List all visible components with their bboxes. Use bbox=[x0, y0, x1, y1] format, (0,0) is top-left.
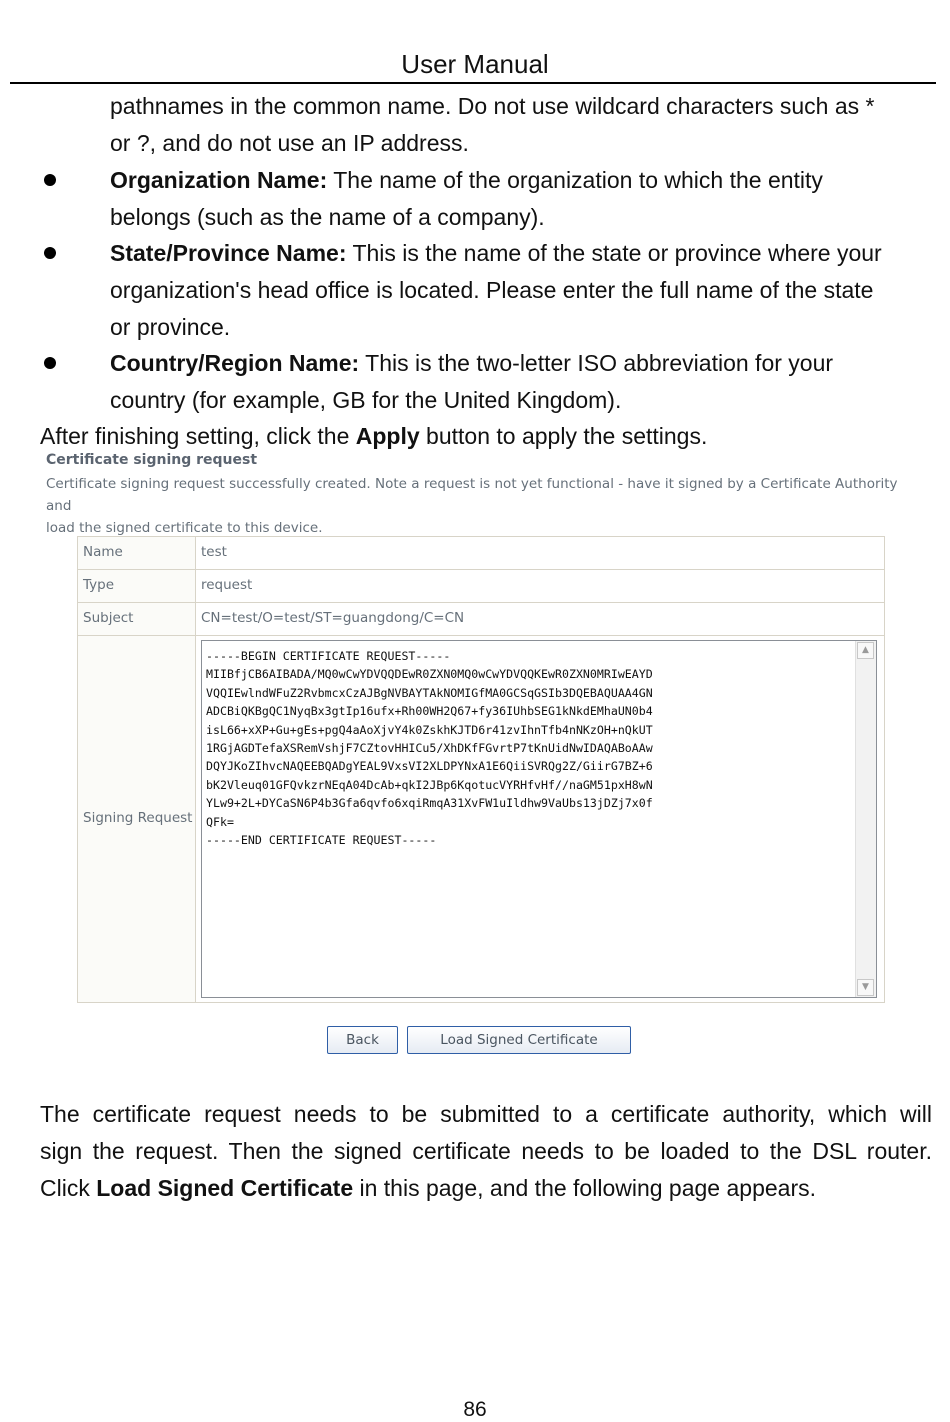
final-line-3: Click Load Signed Certificate in this page, and the following page appears. bbox=[40, 1175, 816, 1201]
bullet-text: This is the name of the state or province where your bbox=[346, 240, 882, 266]
bullet-dot-icon bbox=[44, 174, 56, 186]
apply-paragraph: After finishing setting, click the Apply button to apply the settings. bbox=[40, 423, 708, 449]
row-value: CN=test/O=test/ST=guangdong/C=CN bbox=[201, 610, 465, 626]
continuation-line-2: or ?, and do not use an IP address. bbox=[110, 130, 469, 156]
final-paragraph bbox=[40, 1096, 932, 1207]
bullet-dot-icon bbox=[44, 247, 56, 259]
row-label: Name bbox=[83, 544, 123, 560]
row-label: Subject bbox=[83, 610, 134, 626]
bullet-text-line-2: belongs (such as the name of a company). bbox=[110, 204, 545, 230]
bullet-text: This is the two-letter ISO abbreviation for your bbox=[359, 350, 834, 376]
textarea-scrollbar[interactable] bbox=[855, 641, 876, 997]
signing-request-textarea[interactable] bbox=[201, 640, 877, 998]
apply-term: Apply bbox=[355, 423, 420, 449]
bullet-term: State/Province Name: bbox=[110, 240, 347, 266]
panel-title: Certificate signing request bbox=[46, 452, 258, 468]
scroll-down-icon[interactable]: ▼ bbox=[857, 979, 874, 996]
row-value: test bbox=[201, 544, 227, 560]
page-number: 86 bbox=[463, 1398, 487, 1421]
scroll-up-icon[interactable]: ▲ bbox=[857, 642, 874, 659]
row-label: Signing Request bbox=[83, 810, 193, 826]
certificate-signing-request-panel bbox=[40, 448, 910, 1068]
continuation-line-1: pathnames in the common name. Do not use wildcard characters such as * bbox=[110, 93, 875, 119]
final-line-1: The certificate request needs to be submitted to a certificate authority, which will bbox=[40, 1101, 932, 1127]
final-line-2: sign the request. Then the signed certificate needs to be loaded to the DSL router. bbox=[40, 1138, 932, 1164]
bullet-text-line-3: or province. bbox=[110, 314, 231, 340]
table-row-subject bbox=[78, 603, 884, 636]
bullet-term: Organization Name: bbox=[110, 167, 328, 193]
bullet-text: The name of the organization to which the entity bbox=[327, 167, 823, 193]
row-value: request bbox=[201, 577, 253, 593]
page-header: User Manual bbox=[401, 49, 549, 79]
bullet-dot-icon bbox=[44, 357, 56, 369]
row-label: Type bbox=[83, 577, 115, 593]
panel-message: Certificate signing request successfully created. Note a request is not yet functional - have it signed by a Certificate Authority and load the signed certificate to this device. bbox=[46, 476, 898, 536]
bullet-text-line-2: country (for example, GB for the United Kingdom). bbox=[110, 387, 622, 413]
bullet-text-line-2: organization's head office is located. Please enter the full name of the state bbox=[110, 277, 874, 303]
table-row-name bbox=[78, 537, 884, 570]
load-signed-certificate-button[interactable]: Load Signed Certificate bbox=[407, 1026, 631, 1054]
bullet-term: Country/Region Name: bbox=[110, 350, 360, 376]
table-row-type bbox=[78, 570, 884, 603]
back-button[interactable]: Back bbox=[327, 1026, 398, 1054]
load-signed-certificate-term: Load Signed Certificate bbox=[96, 1175, 354, 1201]
signing-request-text: -----BEGIN CERTIFICATE REQUEST----- MIIBfjCB6AIBADA/MQ0wCwYDVQQDEwR0ZXN0MQ0wCwYDVQQKEwR0ZXN0MRIwEAYD VQQIEwlndWFuZ2RvbmcxCzAJBgNVBAYTAkNOMIGfMA0GCSqGSIb3DQEBAQUAA4GN ADCBiQKBgQC1NyqBx3gtIp16ufx+Rh00WH2Q67+fy36IUhbSEG1kNkdEMhaUN0b4 isL66+xXP+Gu+gEs+pgQ4aAoXjvY4k0ZskhKJTD6r41zvIhnTfb4nNKzOH+nQkUT 1RGjAGDTefaXSRemVshjF7CZtovHHICu5/XhDKfFGvrtP7tKnUidNwIDAQABoAAw DQYJKoZIhvcNAQEEBQADgYEAL9VxsVI2XLDPYNxA1E6QiiSVRQg2Z/GiirG7BZ+6 bK2Vleuq01GFQvkzrNEqA04DcAb+qkI2JBp6KqotucVYRHfvHf//naGM51pxH8wN YLw9+2L+DYCaSN6P4b3Gfa6qvfo6xqiRmqA31XvFW1uIldhw9VaUbs13jDZj7x0f QFk= -----END CERTIFICATE REQUEST----- bbox=[206, 649, 653, 848]
header-divider bbox=[10, 82, 936, 84]
continuation-text bbox=[110, 88, 940, 162]
